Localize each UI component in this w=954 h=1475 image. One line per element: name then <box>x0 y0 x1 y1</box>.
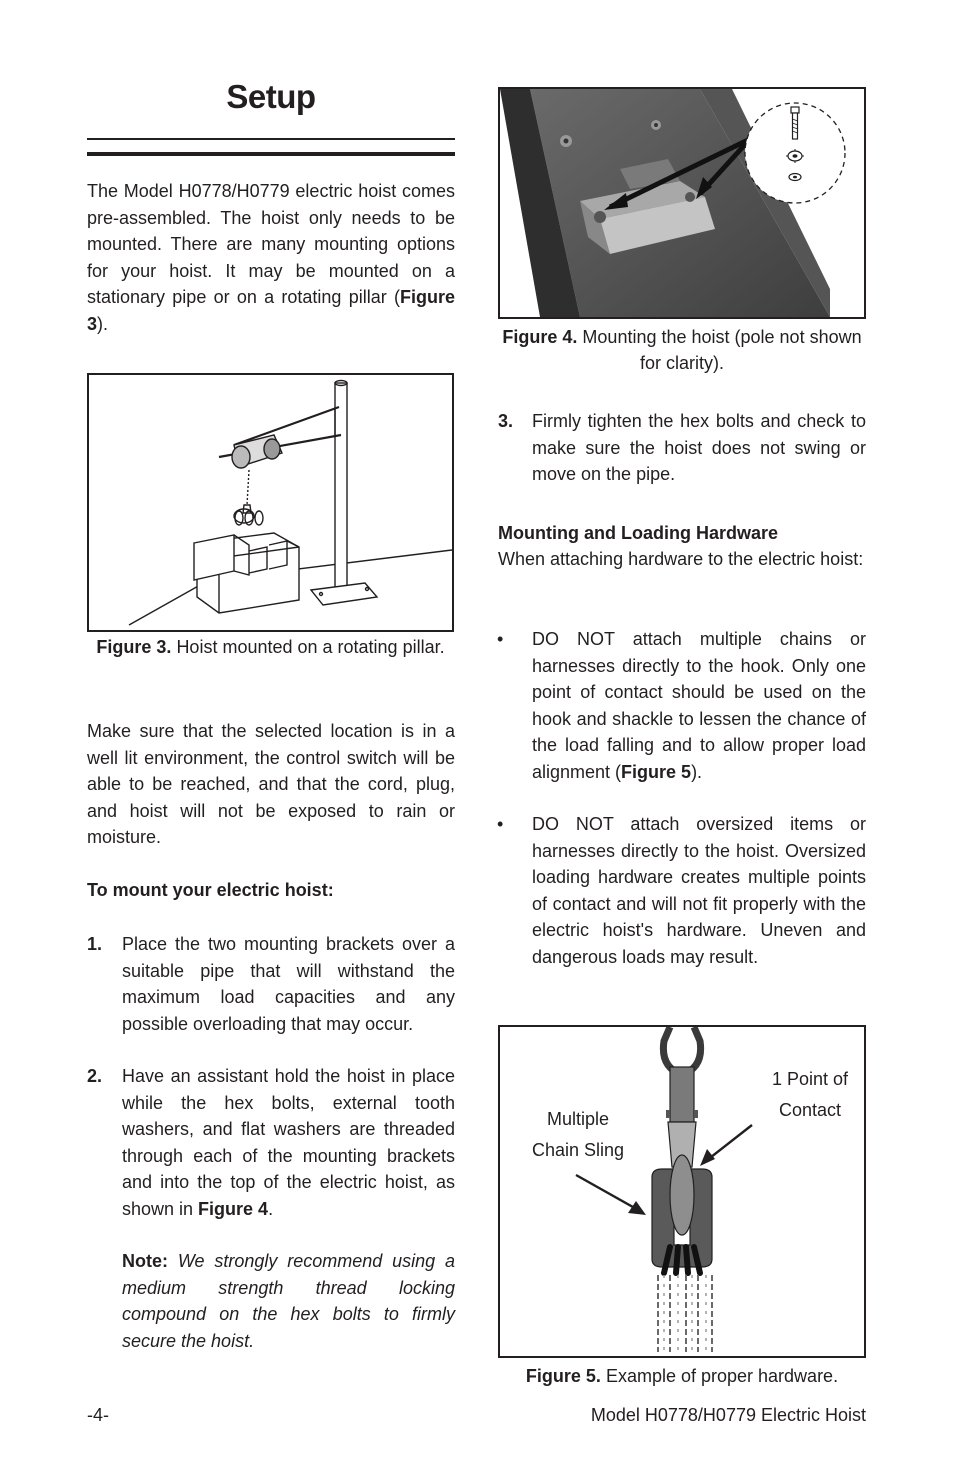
title-rule-thin <box>87 138 455 140</box>
footer-model: Model H0778/H0779 Electric Hoist <box>590 1405 866 1425</box>
bullet-1-text: DO NOT attach multiple chains or harnesses directly to the hook. Only one point of contact should be used on the hook and shackle to lessen the chance of the load falling and to allow proper load alignment (Figure 5). <box>532 629 866 782</box>
label-chain-sling: Chain Sling <box>531 1140 625 1160</box>
figure-4-mounting-bracket-photo <box>500 89 864 317</box>
figure-4-reference: Figure 4 <box>198 1198 269 1219</box>
figure-5-frame <box>498 1025 866 1358</box>
bullet-2-marker: • <box>497 814 504 834</box>
note-paragraph: Note: We strongly recommend using a medium strength thread locking compound on the hex bolts to firmly secure the hoist. <box>122 1251 455 1351</box>
step-3-number: 3. <box>498 411 514 431</box>
label-contact: Contact <box>778 1100 842 1120</box>
intro-paragraph: The Model H0778/H0779 electric hoist comes pre-assembled. The hoist only needs to be mounted. There are many mounting options for your hoist. It may be mounted on a stationary pipe or on a rotating pillar (Figure 3). <box>87 181 455 334</box>
figure-5-caption: Figure 5. Example of proper hardware. <box>525 1366 839 1386</box>
figure-4-caption: Figure 4. Mounting the hoist (pole not shown for clarity). <box>502 327 862 373</box>
bullet-1-marker: • <box>497 629 504 649</box>
mount-heading: To mount your electric hoist: <box>87 880 334 900</box>
hardware-intro: When attaching hardware to the electric hoist: <box>498 549 864 569</box>
figure-5-hardware-illustration <box>500 1027 864 1356</box>
figure-3-reference: Figure 3 <box>87 287 455 334</box>
page-title: Setup <box>226 78 316 115</box>
footer-page-number: -4- <box>87 1405 109 1425</box>
title-rule-thick <box>87 152 455 156</box>
step-2-number: 2. <box>87 1066 103 1086</box>
hardware-heading: Mounting and Loading Hardware <box>498 523 778 543</box>
bullet-2-text: DO NOT attach oversized items or harnesses directly to the hoist. Oversized loading hardware creates multiple points of contact and will not fit properly with the electric hoist's hardware. Uneven and dangerous loads may result. <box>532 814 866 967</box>
figure-3-hoist-pillar-illustration <box>89 375 452 630</box>
step-3-text: Firmly tighten the hex bolts and check to make sure the hoist does not swing or move on the pipe. <box>532 411 866 484</box>
figure-3-caption: Figure 3. Hoist mounted on a rotating pillar. <box>96 637 445 657</box>
step-1-text: Place the two mounting brackets over a suitable pipe that will withstand the maximum load capacities and any possible overloading that may occur. <box>122 934 455 1034</box>
figure-5-reference: Figure 5 <box>621 761 692 782</box>
figure-4-frame <box>498 87 866 319</box>
figure-3-frame <box>87 373 454 632</box>
step-1-number: 1. <box>87 934 103 954</box>
label-1-point-of: 1 Point of <box>771 1069 849 1089</box>
label-multiple: Multiple <box>546 1109 610 1129</box>
step-2-text: Have an assistant hold the hoist in place while the hex bolts, external tooth washers, and flat washers are threaded through each of the mounting brackets and into the top of the electric hoist, as shown in Figure 4. <box>122 1066 455 1219</box>
location-paragraph: Make sure that the selected location is in a well lit environment, the control switch will be able to be reached, and that the cord, plug, and hoist will not be exposed to rain or moisture. <box>87 721 455 847</box>
